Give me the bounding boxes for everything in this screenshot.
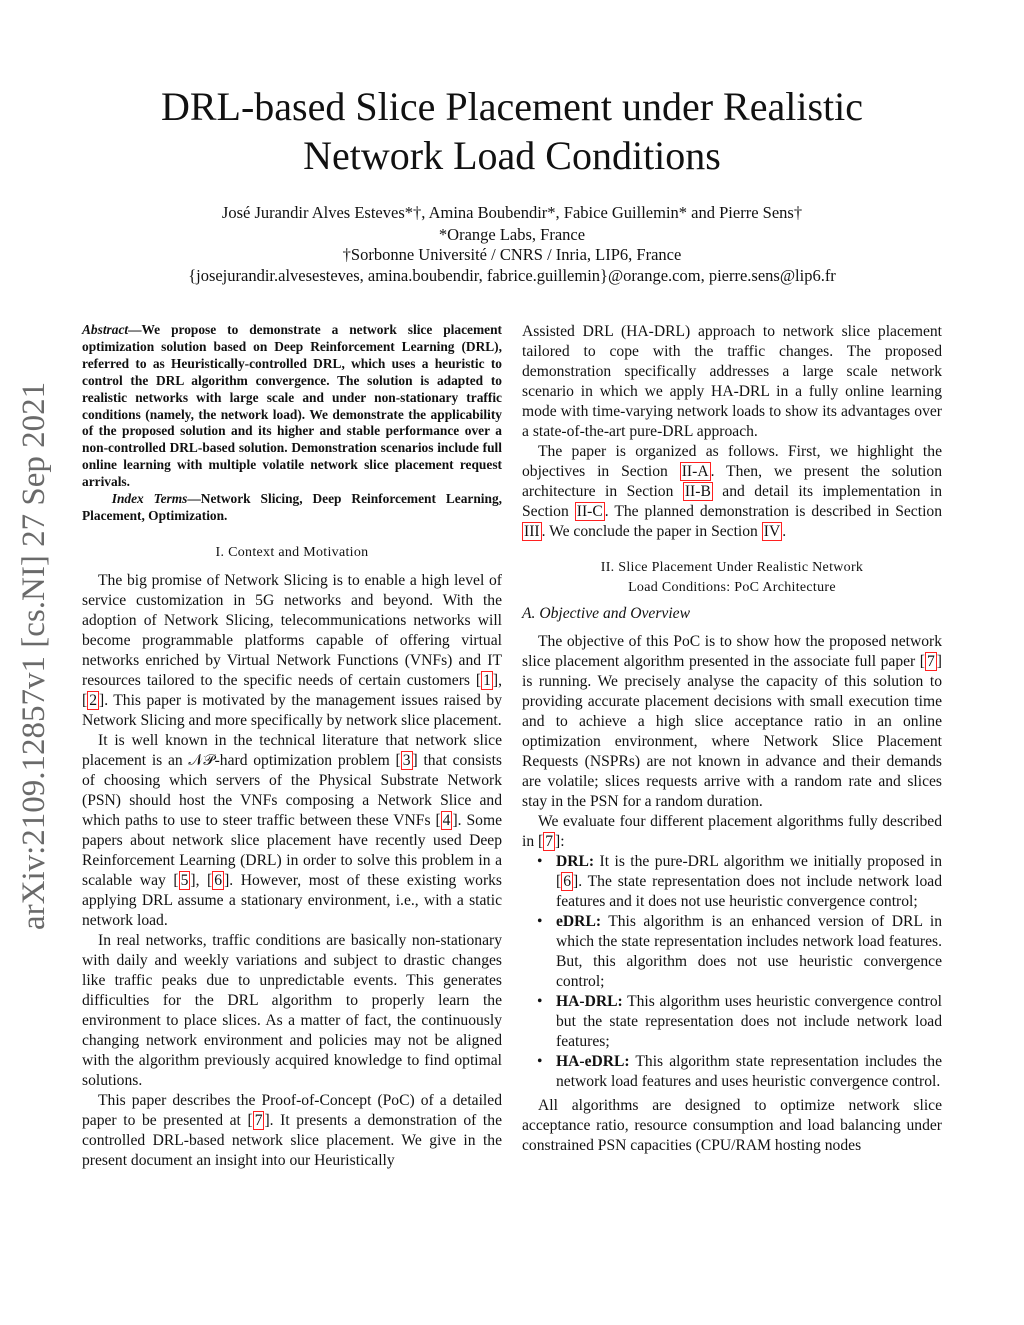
section-1-paragraph-3: In real networks, traffic conditions are basically non-stationary with daily and weekly variations and subject to drastic changes like traffic peaks due to unpredictable events. This generates difficulties for the DRL algorithm to properly learn the environment to place slices. As a matter of fact, the continuously changing network environment and policies may not be aligned with the algorithm previously acquired knowledge to find optimal solutions. (82, 931, 502, 1089)
abstract-text: —We propose to demonstrate a network slice placement optimization solution based on Deep Reinforcement Learning (DRL), referred to as Heuristically-controlled DRL, which uses a heuristic to control the DRL algorithm convergence. The solution is adapted to realistic networks with large scale and under non-stationary traffic conditions (namely, the network load). We demonstrate the applicability of the proposed solution and its higher and stable performance over a non-controlled DRL-based solution. Demonstration scenarios include full online learning with multiple volatile network slice placement request arrivals. (82, 322, 502, 490)
section-1-paragraph-1: The big promise of Network Slicing is to enable a high level of service customization in 5G networks and beyond. With the adoption of Network Slicing, telecommunications networks will become programmable platforms capable of offering virtual networks enriched by Virtual Network Functions (VNFs) and IT resources tailored to the specific needs of certain customers [ 1 ], [ 2 ]. This paper is motivated by the management issues raised by Network Slicing and more specifically by network slice placement. (82, 571, 502, 729)
affiliation-sorbonne: †Sorbonne Université / CNRS / Inria, LIP6, France (342, 245, 682, 264)
section-1-paragraph-4: This paper describes the Proof-of-Concept (PoC) of a detailed paper to be presented at [ 7 ]. It presents a demonstration of the controlled DRL-based network slice placement. We give in the present document an insight into our Heuristically (82, 1091, 502, 1169)
citation-link-1[interactable]: 1 (483, 671, 491, 689)
citation-link-5[interactable]: 5 (180, 871, 189, 889)
section-1-heading: I. Context and Motivation (215, 544, 369, 560)
section-2-heading-line-2: Load Conditions: PoC Architecture (628, 580, 836, 595)
author-list (112, 203, 912, 223)
citation-link-7c[interactable]: 7 (545, 833, 554, 850)
algorithm-name: DRL: (556, 853, 595, 870)
index-terms (82, 491, 502, 525)
citation-link-6b[interactable]: 6 (563, 873, 571, 890)
bullet-icon: • (537, 993, 543, 1010)
algorithm-name: eDRL: (556, 913, 602, 930)
intro-continuation: Assisted DRL (HA-DRL) approach to network slice placement tailored to cope with the traffic changes. The proposed demonstration specifically addresses a large scale network scenario in which we apply HA-DRL in a fully online learning mode with time-varying network loads to show its advantages over a state-of-the-art pure-DRL approach. (522, 323, 942, 440)
citation-link-2[interactable]: 2 (89, 691, 97, 709)
section-2a-paragraph-1: The objective of this PoC is to show how the proposed network slice placement algorithm presented in the associate full paper [ 7 ] is running. We precisely analyse the capacity of this solution to providing accurate placement decisions with small execution time and to achieve a high slice acceptance ratio in an online optimization environment, where Network Slice Placement Requests (NSPRs) are not known in advance and their demands are volatile; slices requests arrive with a random rate and slices stay in the PSN for a random duration. (522, 633, 942, 810)
paper-title-line-1: DRL-based Slice Placement under Realistic (160, 84, 863, 129)
algorithm-name: HA-eDRL: (556, 1053, 630, 1070)
list-item (522, 992, 942, 1052)
paper-title-line-2: Network Load Conditions (303, 133, 721, 178)
citation-link-4[interactable]: 4 (442, 811, 451, 829)
citation-link-7b[interactable]: 7 (927, 653, 935, 670)
section-2a-paragraph-3: All algorithms are designed to optimize network slice acceptance ratio, resource consumption and load balancing under constrained PSN capacities (CPU/RAM hosting nodes (522, 1097, 942, 1154)
algorithm-description: This algorithm state representation includes the network load features and uses heuristic convergence control. (556, 1053, 942, 1090)
subsection-2a-heading: A. Objective and Overview (522, 605, 690, 622)
algorithm-list (522, 852, 942, 1092)
list-item: • DRL: It is the pure-DRL algorithm we initially proposed in [ 6 ]. The state representation does not include network load features and it does not use heuristic convergence control; (537, 853, 942, 910)
bullet-icon: • (537, 1053, 543, 1070)
list-item (522, 1052, 942, 1092)
section-link-3[interactable]: III (524, 523, 540, 540)
algorithm-description: This algorithm uses heuristic convergence control but the state representation does not include network load features; (556, 993, 942, 1050)
citation-link-7[interactable]: 7 (254, 1111, 263, 1129)
author-emails: {josejurandir.alvesesteves, amina.boubendir, fabrice.guillemin}@orange.com, pierre.sens@lip6.fr (188, 266, 836, 285)
section-link-2a[interactable]: II-A (681, 463, 709, 480)
arxiv-stamp: arXiv:2109.12857v1 [cs.NI] 27 Sep 2021 (16, 381, 52, 930)
bullet-icon: • (537, 853, 543, 870)
abstract (82, 322, 502, 491)
index-terms-text: —Network Slicing, Deep Reinforcement Learning, Placement, Optimization. (82, 491, 503, 523)
section-2a-paragraph-2: We evaluate four different placement algorithms fully described in [ 7 ]: (522, 813, 942, 850)
section-link-2c[interactable]: II-C (576, 503, 603, 520)
list-item (522, 912, 942, 992)
index-terms-label: Index Terms (111, 491, 188, 507)
section-link-4[interactable]: IV (763, 523, 781, 540)
left-column (82, 322, 502, 1171)
algorithm-description: This algorithm is an enhanced version of DRL in which the state representation includes network load features. But, this algorithm does not use heuristic convergence control; (556, 913, 942, 990)
section-1-paragraph-2: It is well known in the technical literature that network slice placement is an 𝒩𝒫-hard optimization problem [ 3 ] that consists of choosing which servers of the Physical Substrate Network (PSN) should host the VNFs composing a Network Slice and which paths to use to steer traffic between these VNFs [ 4 ]. Some papers about network slice placement have recently used Deep Reinforcement Learning (DRL) in order to solve this problem in a scalable way [ 5 ], [ 6 ]. However, most of these existing works applying DRL assume a stationary environment, i.e., with a static network load. (82, 731, 502, 929)
citation-link-3[interactable]: 3 (402, 751, 411, 769)
affiliation-orange: *Orange Labs, France (438, 225, 586, 244)
section-2-heading-line-1: II. Slice Placement Under Realistic Network (600, 560, 864, 575)
algorithm-name: HA-DRL: (556, 993, 623, 1010)
author-names: José Jurandir Alves Esteves*†, Amina Boubendir*, Fabice Guillemin* and Pierre Sens† (221, 203, 803, 222)
paper-organization-paragraph: The paper is organized as follows. First, we highlight the objectives in Section II-A . Then, we present the solution architecture in Section II-B and detail its implementation in Section II-C . The planned demonstration is described in Section III . We conclude the paper in Section IV . (522, 443, 942, 540)
citation-link-6[interactable]: 6 (214, 871, 223, 889)
bullet-icon: • (537, 913, 543, 930)
section-link-2b[interactable]: II-B (684, 483, 711, 500)
right-column (522, 322, 942, 1156)
abstract-label: Abstract (82, 322, 129, 337)
